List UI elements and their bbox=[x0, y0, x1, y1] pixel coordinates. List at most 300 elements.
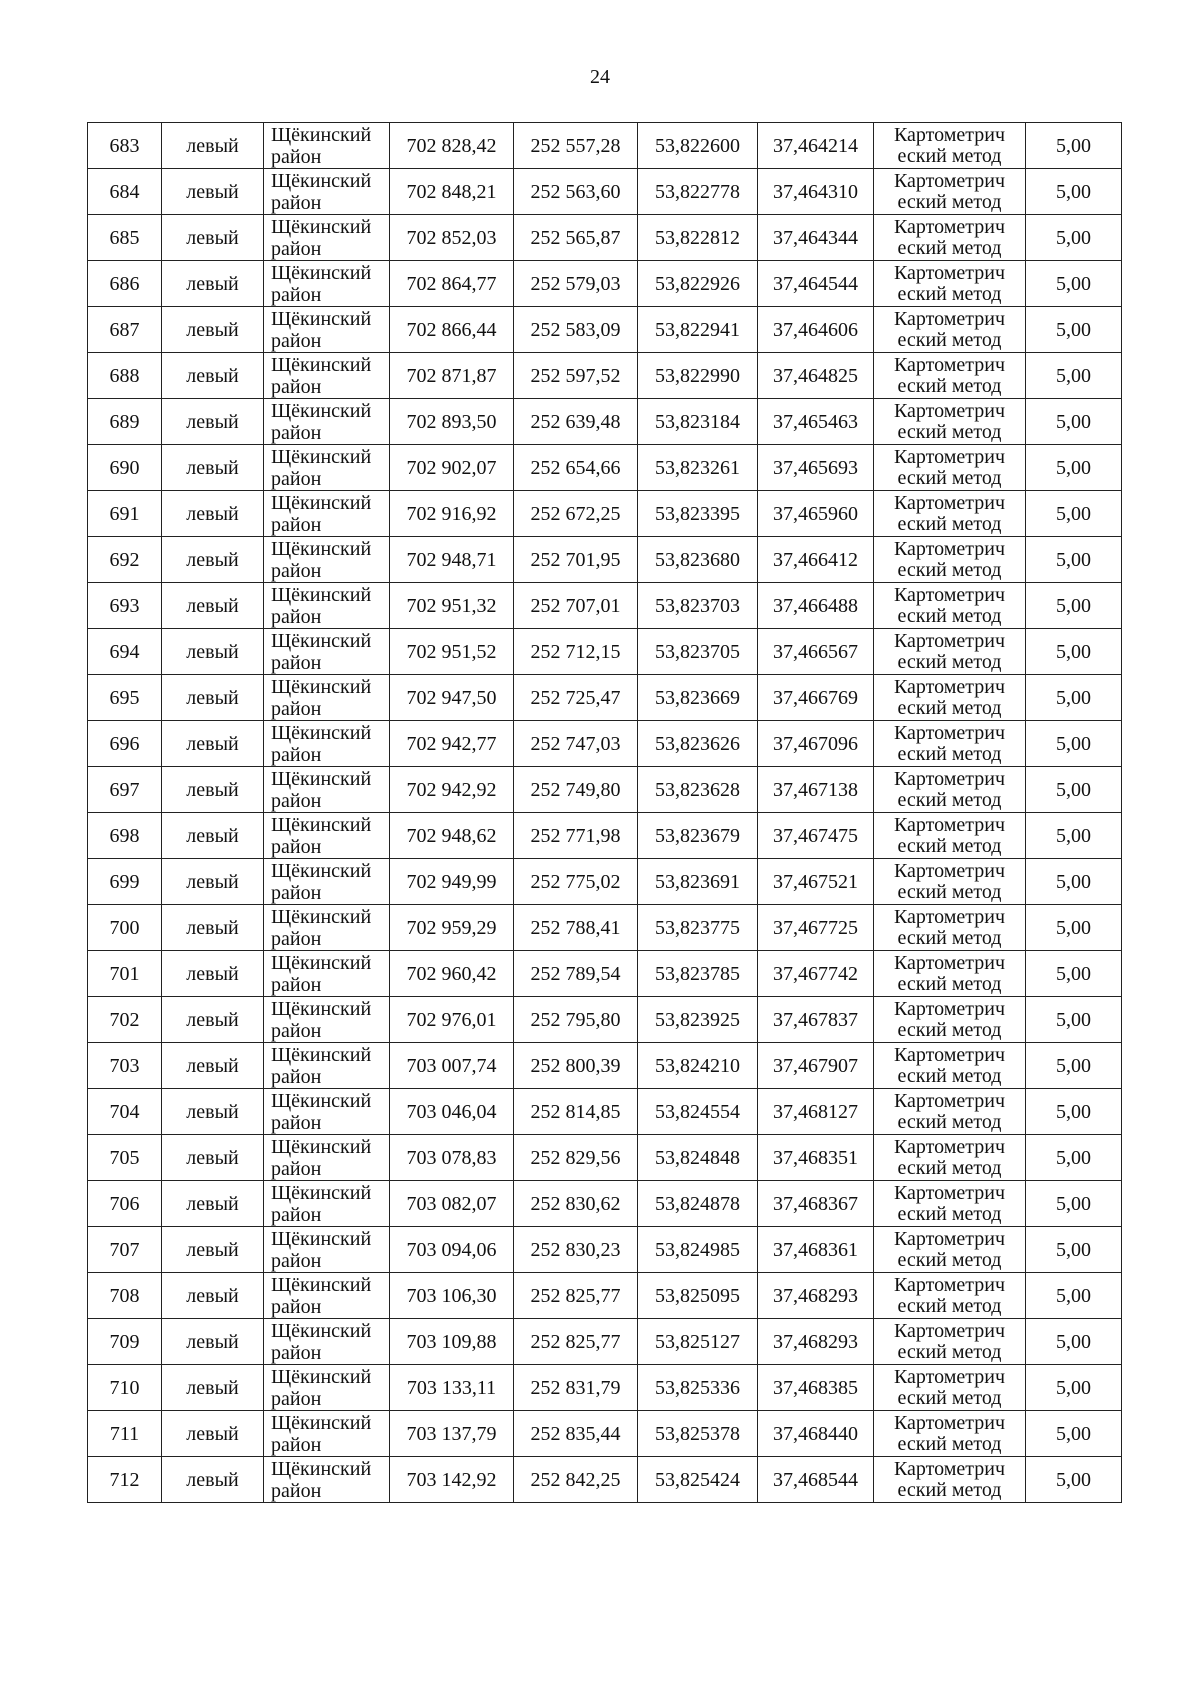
cell-point-number: 707 bbox=[88, 1227, 162, 1273]
cell-method: Картометрич еский метод bbox=[874, 1089, 1026, 1135]
cell-point-number: 686 bbox=[88, 261, 162, 307]
cell-coord-x: 703 106,30 bbox=[390, 1273, 514, 1319]
cell-district: Щёкинский район bbox=[264, 399, 390, 445]
cell-coord-x: 703 082,07 bbox=[390, 1181, 514, 1227]
cell-district: Щёкинский район bbox=[264, 1135, 390, 1181]
cell-method: Картометрич еский метод bbox=[874, 445, 1026, 491]
table-row bbox=[88, 767, 1122, 813]
cell-accuracy: 5,00 bbox=[1026, 1319, 1122, 1365]
cell-longitude: 37,465693 bbox=[758, 445, 874, 491]
cell-district: Щёкинский район bbox=[264, 353, 390, 399]
cell-coord-y: 252 788,41 bbox=[514, 905, 638, 951]
cell-coord-x: 702 848,21 bbox=[390, 169, 514, 215]
cell-side: левый bbox=[162, 1135, 264, 1181]
cell-latitude: 53,825127 bbox=[638, 1319, 758, 1365]
cell-district: Щёкинский район bbox=[264, 1089, 390, 1135]
cell-coord-x: 702 916,92 bbox=[390, 491, 514, 537]
cell-point-number: 711 bbox=[88, 1411, 162, 1457]
cell-accuracy: 5,00 bbox=[1026, 813, 1122, 859]
cell-point-number: 690 bbox=[88, 445, 162, 491]
cell-point-number: 709 bbox=[88, 1319, 162, 1365]
cell-longitude: 37,468367 bbox=[758, 1181, 874, 1227]
cell-district: Щёкинский район bbox=[264, 1181, 390, 1227]
cell-latitude: 53,824985 bbox=[638, 1227, 758, 1273]
cell-coord-x: 702 951,52 bbox=[390, 629, 514, 675]
cell-coord-y: 252 725,47 bbox=[514, 675, 638, 721]
cell-coord-y: 252 557,28 bbox=[514, 123, 638, 169]
cell-accuracy: 5,00 bbox=[1026, 859, 1122, 905]
cell-longitude: 37,464214 bbox=[758, 123, 874, 169]
cell-method: Картометрич еский метод bbox=[874, 1365, 1026, 1411]
cell-district: Щёкинский район bbox=[264, 1411, 390, 1457]
cell-accuracy: 5,00 bbox=[1026, 1227, 1122, 1273]
table-row bbox=[88, 1227, 1122, 1273]
cell-district: Щёкинский район bbox=[264, 445, 390, 491]
cell-point-number: 704 bbox=[88, 1089, 162, 1135]
cell-side: левый bbox=[162, 1227, 264, 1273]
cell-method: Картометрич еский метод bbox=[874, 951, 1026, 997]
cell-latitude: 53,823703 bbox=[638, 583, 758, 629]
cell-side: левый bbox=[162, 123, 264, 169]
cell-latitude: 53,822926 bbox=[638, 261, 758, 307]
cell-latitude: 53,823395 bbox=[638, 491, 758, 537]
cell-district: Щёкинский район bbox=[264, 721, 390, 767]
cell-point-number: 705 bbox=[88, 1135, 162, 1181]
cell-latitude: 53,823184 bbox=[638, 399, 758, 445]
cell-longitude: 37,467138 bbox=[758, 767, 874, 813]
cell-latitude: 53,824210 bbox=[638, 1043, 758, 1089]
cell-coord-x: 702 948,62 bbox=[390, 813, 514, 859]
table-row bbox=[88, 261, 1122, 307]
cell-method: Картометрич еский метод bbox=[874, 261, 1026, 307]
cell-latitude: 53,822600 bbox=[638, 123, 758, 169]
table-row bbox=[88, 1135, 1122, 1181]
cell-coord-x: 702 866,44 bbox=[390, 307, 514, 353]
cell-district: Щёкинский район bbox=[264, 1227, 390, 1273]
cell-coord-y: 252 712,15 bbox=[514, 629, 638, 675]
cell-method: Картометрич еский метод bbox=[874, 721, 1026, 767]
cell-coord-y: 252 747,03 bbox=[514, 721, 638, 767]
cell-latitude: 53,825378 bbox=[638, 1411, 758, 1457]
cell-coord-y: 252 795,80 bbox=[514, 997, 638, 1043]
cell-longitude: 37,466567 bbox=[758, 629, 874, 675]
cell-latitude: 53,823679 bbox=[638, 813, 758, 859]
cell-longitude: 37,468361 bbox=[758, 1227, 874, 1273]
table-row bbox=[88, 675, 1122, 721]
coordinates-table bbox=[87, 122, 1122, 1503]
cell-latitude: 53,822990 bbox=[638, 353, 758, 399]
table-row bbox=[88, 123, 1122, 169]
cell-coord-y: 252 825,77 bbox=[514, 1273, 638, 1319]
cell-latitude: 53,823785 bbox=[638, 951, 758, 997]
cell-accuracy: 5,00 bbox=[1026, 583, 1122, 629]
cell-latitude: 53,823261 bbox=[638, 445, 758, 491]
cell-longitude: 37,468544 bbox=[758, 1457, 874, 1503]
table-row bbox=[88, 491, 1122, 537]
cell-side: левый bbox=[162, 1043, 264, 1089]
cell-longitude: 37,468293 bbox=[758, 1319, 874, 1365]
table-row bbox=[88, 813, 1122, 859]
cell-coord-y: 252 830,23 bbox=[514, 1227, 638, 1273]
cell-side: левый bbox=[162, 859, 264, 905]
cell-latitude: 53,823669 bbox=[638, 675, 758, 721]
cell-coord-x: 702 949,99 bbox=[390, 859, 514, 905]
table-row bbox=[88, 583, 1122, 629]
table-row bbox=[88, 1457, 1122, 1503]
cell-district: Щёкинский район bbox=[264, 951, 390, 997]
cell-coord-x: 702 942,77 bbox=[390, 721, 514, 767]
cell-side: левый bbox=[162, 445, 264, 491]
cell-side: левый bbox=[162, 169, 264, 215]
cell-accuracy: 5,00 bbox=[1026, 767, 1122, 813]
cell-method: Картометрич еский метод bbox=[874, 859, 1026, 905]
cell-side: левый bbox=[162, 1089, 264, 1135]
cell-longitude: 37,464606 bbox=[758, 307, 874, 353]
cell-coord-y: 252 639,48 bbox=[514, 399, 638, 445]
cell-coord-x: 702 902,07 bbox=[390, 445, 514, 491]
cell-point-number: 687 bbox=[88, 307, 162, 353]
cell-district: Щёкинский район bbox=[264, 859, 390, 905]
cell-method: Картометрич еский метод bbox=[874, 583, 1026, 629]
cell-point-number: 706 bbox=[88, 1181, 162, 1227]
cell-method: Картометрич еский метод bbox=[874, 491, 1026, 537]
cell-coord-y: 252 830,62 bbox=[514, 1181, 638, 1227]
cell-coord-x: 702 828,42 bbox=[390, 123, 514, 169]
cell-longitude: 37,468127 bbox=[758, 1089, 874, 1135]
cell-longitude: 37,467096 bbox=[758, 721, 874, 767]
cell-accuracy: 5,00 bbox=[1026, 1089, 1122, 1135]
cell-longitude: 37,467475 bbox=[758, 813, 874, 859]
cell-accuracy: 5,00 bbox=[1026, 537, 1122, 583]
cell-district: Щёкинский район bbox=[264, 1365, 390, 1411]
cell-point-number: 712 bbox=[88, 1457, 162, 1503]
table-row bbox=[88, 1319, 1122, 1365]
cell-method: Картометрич еский метод bbox=[874, 353, 1026, 399]
cell-longitude: 37,464825 bbox=[758, 353, 874, 399]
table-row bbox=[88, 169, 1122, 215]
cell-accuracy: 5,00 bbox=[1026, 1135, 1122, 1181]
cell-longitude: 37,464544 bbox=[758, 261, 874, 307]
cell-side: левый bbox=[162, 1411, 264, 1457]
cell-method: Картометрич еский метод bbox=[874, 813, 1026, 859]
cell-coord-x: 702 871,87 bbox=[390, 353, 514, 399]
table-row bbox=[88, 537, 1122, 583]
cell-accuracy: 5,00 bbox=[1026, 123, 1122, 169]
cell-coord-y: 252 842,25 bbox=[514, 1457, 638, 1503]
cell-coord-y: 252 654,66 bbox=[514, 445, 638, 491]
cell-accuracy: 5,00 bbox=[1026, 951, 1122, 997]
cell-point-number: 689 bbox=[88, 399, 162, 445]
cell-longitude: 37,466769 bbox=[758, 675, 874, 721]
cell-coord-x: 702 893,50 bbox=[390, 399, 514, 445]
cell-latitude: 53,825095 bbox=[638, 1273, 758, 1319]
cell-latitude: 53,823775 bbox=[638, 905, 758, 951]
cell-side: левый bbox=[162, 629, 264, 675]
cell-latitude: 53,824878 bbox=[638, 1181, 758, 1227]
cell-coord-y: 252 707,01 bbox=[514, 583, 638, 629]
cell-coord-y: 252 565,87 bbox=[514, 215, 638, 261]
table-row bbox=[88, 399, 1122, 445]
cell-point-number: 702 bbox=[88, 997, 162, 1043]
cell-latitude: 53,825424 bbox=[638, 1457, 758, 1503]
cell-side: левый bbox=[162, 951, 264, 997]
cell-side: левый bbox=[162, 1273, 264, 1319]
cell-point-number: 691 bbox=[88, 491, 162, 537]
cell-method: Картометрич еский метод bbox=[874, 537, 1026, 583]
cell-longitude: 37,467907 bbox=[758, 1043, 874, 1089]
cell-coord-x: 702 864,77 bbox=[390, 261, 514, 307]
cell-coord-y: 252 789,54 bbox=[514, 951, 638, 997]
cell-coord-y: 252 597,52 bbox=[514, 353, 638, 399]
cell-coord-y: 252 829,56 bbox=[514, 1135, 638, 1181]
cell-point-number: 684 bbox=[88, 169, 162, 215]
cell-longitude: 37,466412 bbox=[758, 537, 874, 583]
cell-method: Картометрич еский метод bbox=[874, 215, 1026, 261]
cell-latitude: 53,823680 bbox=[638, 537, 758, 583]
cell-method: Картометрич еский метод bbox=[874, 123, 1026, 169]
cell-coord-y: 252 583,09 bbox=[514, 307, 638, 353]
cell-longitude: 37,468385 bbox=[758, 1365, 874, 1411]
cell-coord-x: 703 094,06 bbox=[390, 1227, 514, 1273]
cell-method: Картометрич еский метод bbox=[874, 169, 1026, 215]
cell-accuracy: 5,00 bbox=[1026, 1181, 1122, 1227]
cell-longitude: 37,465463 bbox=[758, 399, 874, 445]
cell-side: левый bbox=[162, 261, 264, 307]
cell-point-number: 701 bbox=[88, 951, 162, 997]
cell-coord-x: 703 046,04 bbox=[390, 1089, 514, 1135]
cell-coord-x: 702 852,03 bbox=[390, 215, 514, 261]
cell-coord-y: 252 825,77 bbox=[514, 1319, 638, 1365]
table-row bbox=[88, 1043, 1122, 1089]
cell-method: Картометрич еский метод bbox=[874, 1043, 1026, 1089]
table-row bbox=[88, 1411, 1122, 1457]
cell-accuracy: 5,00 bbox=[1026, 997, 1122, 1043]
cell-method: Картометрич еский метод bbox=[874, 399, 1026, 445]
cell-longitude: 37,468351 bbox=[758, 1135, 874, 1181]
cell-coord-y: 252 800,39 bbox=[514, 1043, 638, 1089]
cell-coord-x: 702 948,71 bbox=[390, 537, 514, 583]
cell-latitude: 53,823925 bbox=[638, 997, 758, 1043]
cell-method: Картометрич еский метод bbox=[874, 629, 1026, 675]
cell-district: Щёкинский район bbox=[264, 491, 390, 537]
cell-district: Щёкинский район bbox=[264, 1043, 390, 1089]
cell-longitude: 37,467742 bbox=[758, 951, 874, 997]
cell-accuracy: 5,00 bbox=[1026, 905, 1122, 951]
cell-district: Щёкинский район bbox=[264, 261, 390, 307]
cell-latitude: 53,825336 bbox=[638, 1365, 758, 1411]
cell-method: Картометрич еский метод bbox=[874, 307, 1026, 353]
cell-longitude: 37,466488 bbox=[758, 583, 874, 629]
cell-point-number: 692 bbox=[88, 537, 162, 583]
cell-side: левый bbox=[162, 537, 264, 583]
cell-accuracy: 5,00 bbox=[1026, 307, 1122, 353]
cell-longitude: 37,467725 bbox=[758, 905, 874, 951]
table-row bbox=[88, 997, 1122, 1043]
cell-district: Щёкинский район bbox=[264, 767, 390, 813]
cell-coord-x: 702 942,92 bbox=[390, 767, 514, 813]
cell-point-number: 695 bbox=[88, 675, 162, 721]
cell-method: Картометрич еский метод bbox=[874, 905, 1026, 951]
table-row bbox=[88, 629, 1122, 675]
table-row bbox=[88, 445, 1122, 491]
cell-method: Картометрич еский метод bbox=[874, 1411, 1026, 1457]
table-row bbox=[88, 1181, 1122, 1227]
cell-accuracy: 5,00 bbox=[1026, 1273, 1122, 1319]
cell-method: Картометрич еский метод bbox=[874, 1319, 1026, 1365]
cell-point-number: 698 bbox=[88, 813, 162, 859]
cell-coord-x: 703 142,92 bbox=[390, 1457, 514, 1503]
cell-longitude: 37,467521 bbox=[758, 859, 874, 905]
cell-point-number: 693 bbox=[88, 583, 162, 629]
cell-point-number: 703 bbox=[88, 1043, 162, 1089]
cell-district: Щёкинский район bbox=[264, 813, 390, 859]
cell-district: Щёкинский район bbox=[264, 215, 390, 261]
cell-coord-x: 703 133,11 bbox=[390, 1365, 514, 1411]
cell-coord-x: 703 109,88 bbox=[390, 1319, 514, 1365]
cell-district: Щёкинский район bbox=[264, 1273, 390, 1319]
cell-district: Щёкинский район bbox=[264, 307, 390, 353]
cell-coord-y: 252 563,60 bbox=[514, 169, 638, 215]
cell-method: Картометрич еский метод bbox=[874, 1273, 1026, 1319]
cell-accuracy: 5,00 bbox=[1026, 261, 1122, 307]
cell-district: Щёкинский район bbox=[264, 675, 390, 721]
cell-accuracy: 5,00 bbox=[1026, 491, 1122, 537]
cell-coord-y: 252 701,95 bbox=[514, 537, 638, 583]
cell-district: Щёкинский район bbox=[264, 629, 390, 675]
cell-method: Картометрич еский метод bbox=[874, 1457, 1026, 1503]
cell-district: Щёкинский район bbox=[264, 169, 390, 215]
cell-coord-x: 702 947,50 bbox=[390, 675, 514, 721]
table-row bbox=[88, 905, 1122, 951]
cell-longitude: 37,468440 bbox=[758, 1411, 874, 1457]
cell-district: Щёкинский район bbox=[264, 905, 390, 951]
cell-point-number: 694 bbox=[88, 629, 162, 675]
cell-side: левый bbox=[162, 1319, 264, 1365]
cell-latitude: 53,824848 bbox=[638, 1135, 758, 1181]
cell-point-number: 708 bbox=[88, 1273, 162, 1319]
cell-side: левый bbox=[162, 353, 264, 399]
table-row bbox=[88, 307, 1122, 353]
cell-side: левый bbox=[162, 215, 264, 261]
cell-coord-y: 252 749,80 bbox=[514, 767, 638, 813]
cell-point-number: 685 bbox=[88, 215, 162, 261]
cell-district: Щёкинский район bbox=[264, 583, 390, 629]
cell-point-number: 710 bbox=[88, 1365, 162, 1411]
cell-method: Картометрич еский метод bbox=[874, 1227, 1026, 1273]
cell-latitude: 53,822941 bbox=[638, 307, 758, 353]
cell-district: Щёкинский район bbox=[264, 537, 390, 583]
cell-accuracy: 5,00 bbox=[1026, 1457, 1122, 1503]
cell-accuracy: 5,00 bbox=[1026, 215, 1122, 261]
cell-side: левый bbox=[162, 675, 264, 721]
table-row bbox=[88, 353, 1122, 399]
cell-longitude: 37,468293 bbox=[758, 1273, 874, 1319]
cell-method: Картометрич еский метод bbox=[874, 767, 1026, 813]
cell-accuracy: 5,00 bbox=[1026, 445, 1122, 491]
cell-accuracy: 5,00 bbox=[1026, 721, 1122, 767]
cell-coord-y: 252 835,44 bbox=[514, 1411, 638, 1457]
cell-longitude: 37,465960 bbox=[758, 491, 874, 537]
table-row bbox=[88, 859, 1122, 905]
cell-longitude: 37,467837 bbox=[758, 997, 874, 1043]
cell-side: левый bbox=[162, 491, 264, 537]
cell-point-number: 683 bbox=[88, 123, 162, 169]
cell-side: левый bbox=[162, 905, 264, 951]
cell-coord-x: 702 976,01 bbox=[390, 997, 514, 1043]
cell-latitude: 53,823628 bbox=[638, 767, 758, 813]
cell-accuracy: 5,00 bbox=[1026, 353, 1122, 399]
cell-method: Картометрич еский метод bbox=[874, 1135, 1026, 1181]
table-row bbox=[88, 1365, 1122, 1411]
cell-latitude: 53,823626 bbox=[638, 721, 758, 767]
table-row bbox=[88, 951, 1122, 997]
cell-longitude: 37,464310 bbox=[758, 169, 874, 215]
cell-point-number: 699 bbox=[88, 859, 162, 905]
cell-accuracy: 5,00 bbox=[1026, 1411, 1122, 1457]
table-row bbox=[88, 215, 1122, 261]
cell-side: левый bbox=[162, 399, 264, 445]
cell-coord-y: 252 831,79 bbox=[514, 1365, 638, 1411]
cell-coord-x: 702 960,42 bbox=[390, 951, 514, 997]
cell-point-number: 700 bbox=[88, 905, 162, 951]
cell-side: левый bbox=[162, 583, 264, 629]
cell-point-number: 696 bbox=[88, 721, 162, 767]
cell-side: левый bbox=[162, 1457, 264, 1503]
cell-coord-y: 252 672,25 bbox=[514, 491, 638, 537]
cell-side: левый bbox=[162, 997, 264, 1043]
cell-side: левый bbox=[162, 1181, 264, 1227]
cell-coord-x: 703 137,79 bbox=[390, 1411, 514, 1457]
cell-latitude: 53,823705 bbox=[638, 629, 758, 675]
cell-side: левый bbox=[162, 1365, 264, 1411]
cell-side: левый bbox=[162, 721, 264, 767]
table-row bbox=[88, 721, 1122, 767]
table-row bbox=[88, 1273, 1122, 1319]
cell-latitude: 53,822778 bbox=[638, 169, 758, 215]
cell-coord-x: 703 007,74 bbox=[390, 1043, 514, 1089]
cell-accuracy: 5,00 bbox=[1026, 399, 1122, 445]
page-number: 24 bbox=[590, 66, 610, 88]
cell-side: левый bbox=[162, 767, 264, 813]
cell-method: Картометрич еский метод bbox=[874, 675, 1026, 721]
cell-latitude: 53,824554 bbox=[638, 1089, 758, 1135]
cell-longitude: 37,464344 bbox=[758, 215, 874, 261]
cell-accuracy: 5,00 bbox=[1026, 1043, 1122, 1089]
cell-district: Щёкинский район bbox=[264, 1319, 390, 1365]
cell-side: левый bbox=[162, 813, 264, 859]
cell-point-number: 688 bbox=[88, 353, 162, 399]
cell-accuracy: 5,00 bbox=[1026, 169, 1122, 215]
table-row bbox=[88, 1089, 1122, 1135]
cell-accuracy: 5,00 bbox=[1026, 675, 1122, 721]
cell-coord-y: 252 775,02 bbox=[514, 859, 638, 905]
cell-coord-x: 702 959,29 bbox=[390, 905, 514, 951]
cell-point-number: 697 bbox=[88, 767, 162, 813]
cell-method: Картометрич еский метод bbox=[874, 997, 1026, 1043]
cell-coord-y: 252 771,98 bbox=[514, 813, 638, 859]
cell-coord-y: 252 814,85 bbox=[514, 1089, 638, 1135]
cell-latitude: 53,822812 bbox=[638, 215, 758, 261]
cell-district: Щёкинский район bbox=[264, 123, 390, 169]
cell-coord-y: 252 579,03 bbox=[514, 261, 638, 307]
cell-coord-x: 703 078,83 bbox=[390, 1135, 514, 1181]
cell-coord-x: 702 951,32 bbox=[390, 583, 514, 629]
cell-district: Щёкинский район bbox=[264, 997, 390, 1043]
cell-latitude: 53,823691 bbox=[638, 859, 758, 905]
cell-accuracy: 5,00 bbox=[1026, 629, 1122, 675]
cell-method: Картометрич еский метод bbox=[874, 1181, 1026, 1227]
cell-district: Щёкинский район bbox=[264, 1457, 390, 1503]
